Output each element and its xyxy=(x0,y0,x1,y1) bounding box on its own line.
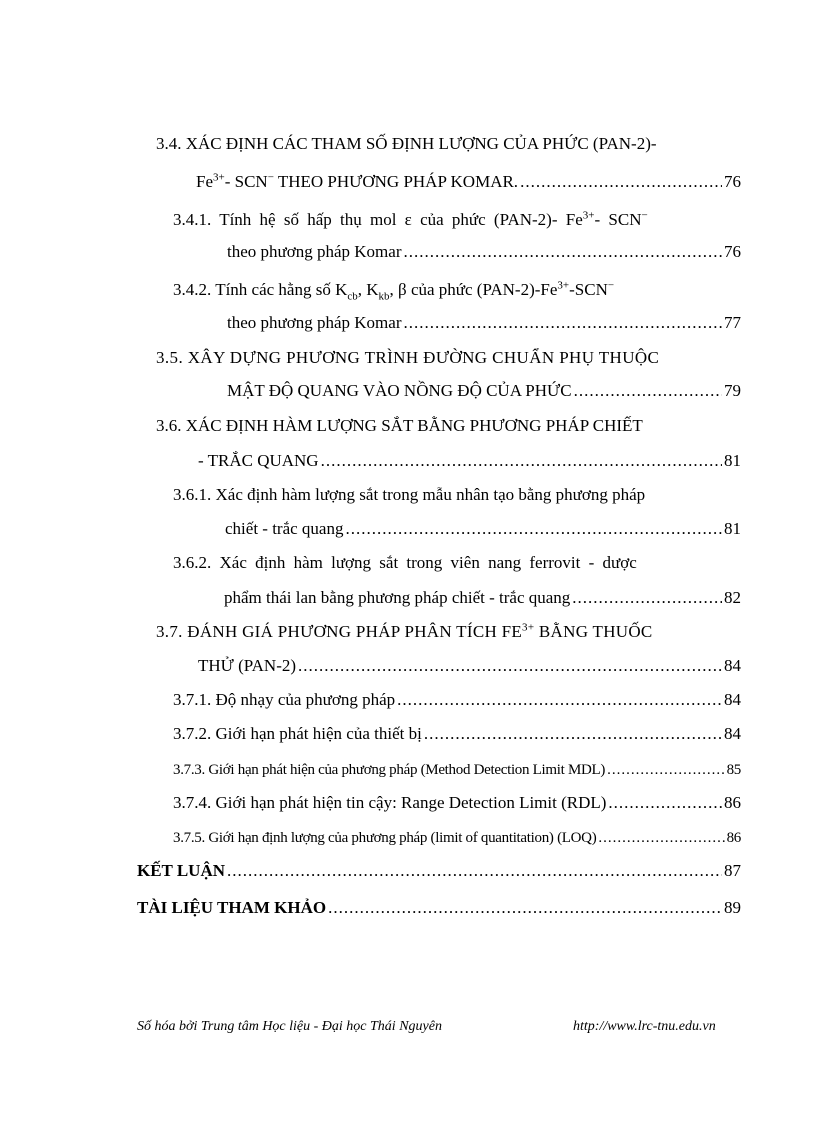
toc-entry-3-7-1[interactable]: 3.7.1. Độ nhạy của phương pháp ..... 84 xyxy=(173,690,741,710)
toc-entry-3-7-4[interactable]: 3.7.4. Giới hạn phát hiện tin cậy: Range Detection Limit (RDL) ..... 86 xyxy=(173,793,741,813)
page-number: 76 xyxy=(724,242,741,261)
dot-leader xyxy=(227,861,722,881)
toc-entry-3-6-1[interactable]: chiết - trắc quang ..... 81 xyxy=(225,519,741,539)
toc-entry-3-7-2[interactable]: 3.7.2. Giới hạn phát hiện của thiết bị ..... 84 xyxy=(173,724,741,744)
toc-entry-3-4-2[interactable]: theo phương pháp Komar ..... 77 xyxy=(227,313,741,333)
toc-3-6-1-line1: 3.6.1. Xác định hàm lượng sắt trong mẫu nhân tạo bằng phương pháp xyxy=(173,485,646,504)
toc-entry-ket-luan[interactable]: KẾT LUẬN ..... 87 xyxy=(137,861,741,881)
page-number: 84 xyxy=(724,656,741,675)
toc-entry-3-7-5[interactable]: 3.7.5. Giới hạn định lượng của phương pháp (limit of quantitation) (LOQ) ..... 86 xyxy=(173,828,741,848)
dot-leader xyxy=(424,724,722,744)
dot-leader xyxy=(328,898,722,918)
dot-leader xyxy=(321,451,722,471)
toc-3-6-2-line1: 3.6.2. Xác định hàm lượng sắt trong viên nang ferrovit - dược xyxy=(173,553,637,572)
toc-entry-3-5[interactable]: MẬT ĐỘ QUANG VÀO NỒNG ĐỘ CỦA PHỨC ..... 79 xyxy=(227,381,741,401)
toc-entry-3-4-1[interactable]: theo phương pháp Komar ..... 76 xyxy=(227,242,741,262)
dot-leader xyxy=(598,828,724,848)
page-number: 87 xyxy=(724,861,741,880)
dot-leader xyxy=(608,793,722,813)
page-number: 89 xyxy=(724,898,741,917)
footer-url[interactable]: http://www.lrc-tnu.edu.vn xyxy=(573,1019,716,1034)
footer-source: Số hóa bởi Trung tâm Học liệu - Đại học Thái Nguyên xyxy=(137,1019,442,1034)
dot-leader xyxy=(403,313,722,333)
dot-leader xyxy=(574,381,722,401)
page-number: 82 xyxy=(724,588,741,607)
page-number: 85 xyxy=(726,762,741,778)
toc-3-5-line1: 3.5. XÂY DỰNG PHƯƠNG TRÌNH ĐƯỜNG CHUẨN PHỤ THUỘC xyxy=(156,348,660,367)
toc-3-7-line1: 3.7. ĐÁNH GIÁ PHƯƠNG PHÁP PHÂN TÍCH $FE^{3+}$ BẰNG THUỐC xyxy=(156,621,653,641)
toc-entry-3-4[interactable]: $Fe^{3+}-$ SCN− THEO PHƯƠNG PHÁP KOMAR. ..... 76 xyxy=(196,172,741,192)
dot-leader xyxy=(403,242,722,262)
dot-leader xyxy=(298,656,722,676)
dot-leader xyxy=(607,760,725,780)
toc-3-4-2-line1: 3.4.2. Tính các hằng số $K_{cb}$, $K_{kb}$, β của phức $(PAN-2)-Fe^{3+}-SCN^-$ xyxy=(173,279,615,303)
page-number: 79 xyxy=(724,381,741,400)
page-number: 81 xyxy=(724,451,741,470)
toc-entry-3-6[interactable]: - TRẮC QUANG ..... 81 xyxy=(198,451,741,471)
dot-leader xyxy=(345,519,722,539)
toc-entry-3-6-2[interactable]: phẩm thái lan bằng phương pháp chiết - trắc quang ..... 82 xyxy=(224,588,741,608)
page-number: 86 xyxy=(726,830,741,846)
dot-leader xyxy=(572,588,722,608)
page-number: 76 xyxy=(724,172,741,191)
page-number: 84 xyxy=(724,690,741,709)
toc-3-6-line1: 3.6. XÁC ĐỊNH HÀM LƯỢNG SẮT BẰNG PHƯƠNG PHÁP CHIẾT xyxy=(156,416,643,435)
dot-leader xyxy=(520,172,722,192)
toc-entry-3-7-3[interactable]: 3.7.3. Giới hạn phát hiện của phương pháp (Method Detection Limit MDL) ..... 85 xyxy=(173,760,741,780)
toc-3-4-line1: 3.4. XÁC ĐỊNH CÁC THAM SỐ ĐỊNH LƯỢNG CỦA PHỨC (PAN-2)- xyxy=(156,134,657,153)
page-number: 81 xyxy=(724,519,741,538)
page-number: 84 xyxy=(724,724,741,743)
dot-leader xyxy=(397,690,722,710)
page-number: 86 xyxy=(724,793,741,812)
toc-entry-tai-lieu-tham-khao[interactable]: TÀI LIỆU THAM KHẢO ..... 89 xyxy=(137,898,741,918)
toc-3-4-1-line1: 3.4.1. Tính hệ số hấp thụ mol ε của phức (PAN-2)- $Fe^{3+}-$ SCN− xyxy=(173,209,648,229)
toc-entry-3-7[interactable]: THỬ (PAN-2) ..... 84 xyxy=(198,656,741,676)
page-number: 77 xyxy=(724,313,741,332)
